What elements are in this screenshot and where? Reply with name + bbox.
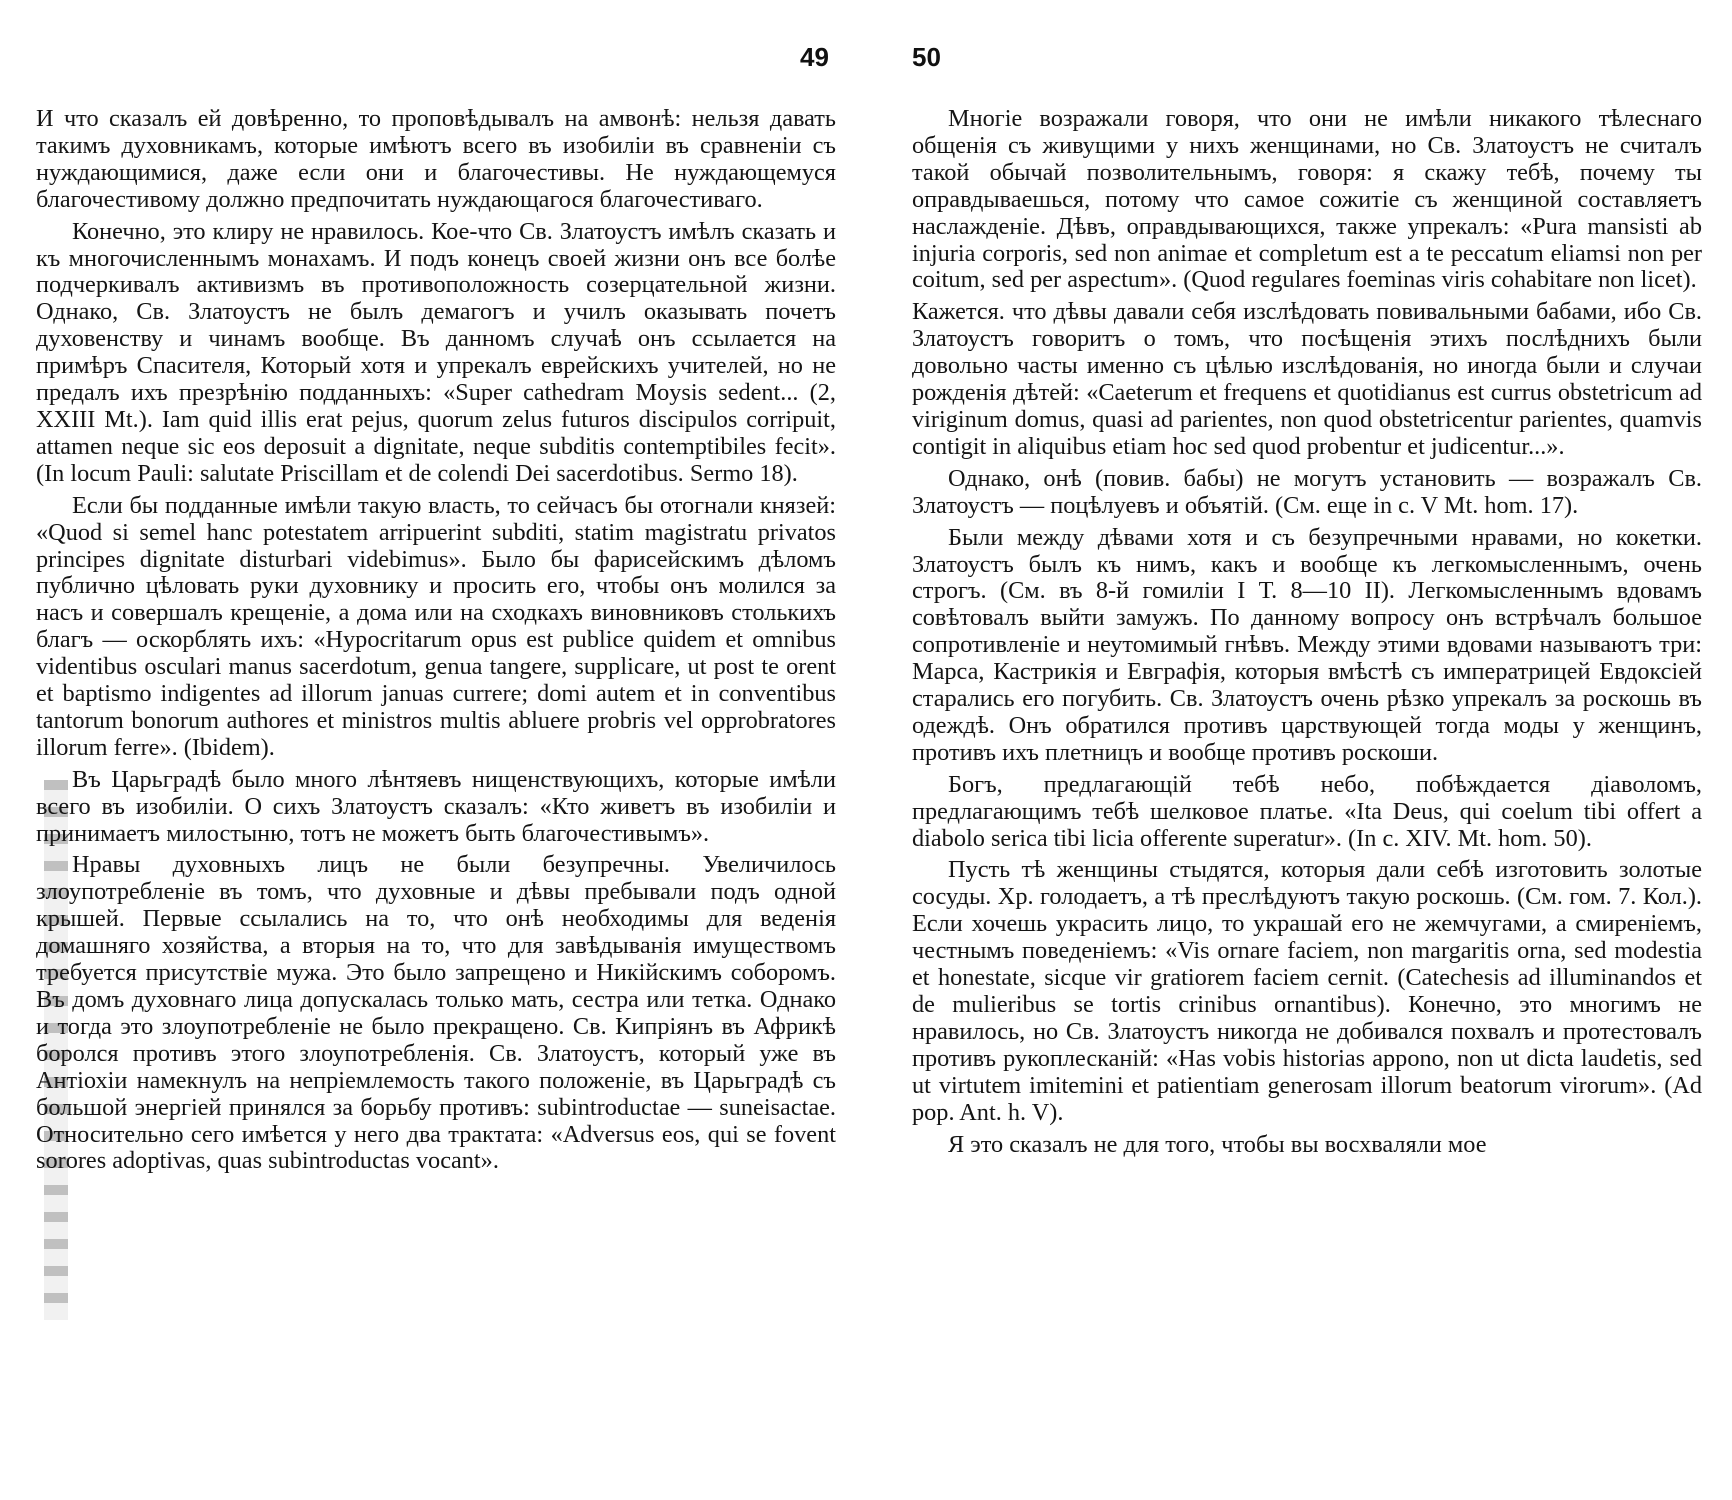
paragraph: Кажется. что дѣвы давали себя изслѣдовать повивальными бабами, ибо Св. Златоустъ говоритъ о томъ, что посѣщенiя этихъ послѣднихъ были довольно часты именно съ цѣлью изслѣдованiя, но иногда были и случаи рожденiя дѣтей: «Caeterum et frequens et quotidianus est currus obstetricum ad viriginum domus, quasi ad parientes, non quod obstetricentur parientes, quamvis contigit in aliquibus etiam hoc sed quod probentur et judicentur...». bbox=[912, 298, 1702, 460]
page-number-left: 49 bbox=[800, 42, 829, 72]
paragraph: Пусть тѣ женщины стыдятся, которыя дали себѣ изготовить золотые сосуды. Хр. голодаетъ, а тѣ преслѣдуютъ такую роскошь. (См. гом. 7. Кол.). Если хочешь украсить лицо, то украшай его не жемчугами, а смиренiемъ, честнымъ поведенiемъ: «Vis ornare faciem, non margaritis orna, sed modestia et honestate, sicque vir gratiorem faciem cernit. (Catechesis ad illuminandos et de mulieribus se tortis crinibus ornantibus). Конечно, это многимъ не нравилось, но Св. Златоустъ никогда не добивался похвалъ и протестовалъ противъ рукоплесканiй: «Has vobis historias appono, non ut dicta laudetis, sed ut virtutem imitemini et patientiam generosam illorum beatorum virorum». (Ad pop. Ant. h. V). bbox=[912, 856, 1702, 1126]
paragraph: Въ Царьградѣ было много лѣнтяевъ нищенствующихъ, которые имѣли всего въ изобилiи. О сихъ Златоустъ сказалъ: «Кто живетъ въ изобилiи и принимаетъ милостыню, тотъ не можетъ быть благочестивымъ». bbox=[36, 765, 836, 847]
right-page-column bbox=[912, 106, 1702, 1163]
paragraph: Если бы подданные имѣли такую власть, то сейчасъ бы отогнали князей: «Quod si semel hanc potestatem arripuerint subditi, statim magistratu privatos principes dignitate disturbari videbimus». Было бы фарисейскимъ дѣломъ публично цѣловать руки духовнику и просить его, чтобы онъ молился за насъ и совершалъ крещенiе, а дома или на сходкахъ виновниковъ столькихъ благъ — оскорблять ихъ: «Hypocritarum opus est publice quidem et omnibus videntibus osculari manus sacerdotum, genua tangere, supplicare, ut post te orent et baptismo indigentes ad illorum januas currere; domi autem et in conventibus tantorum bonorum authores et ministros multis abluere probris vel opprobratores illorum ferre». (Ibidem). bbox=[36, 491, 836, 761]
paragraph: Многiе возражали говоря, что они не имѣли никакого тѣлеснаго общенiя съ живущими у нихъ женщинами, но Св. Златоустъ не считалъ такой обычай позволительнымъ, говоря: я скажу тебѣ, почему ты оправдываешься, потому что самое сожитiе съ женщиной составляетъ наслажденiе. Дѣвъ, оправдывающихся, также упрекалъ: «Pura mansisti ab injuria corporis, sed non animae et completum est a te peccatum eliamsi non per coitum, sed per aspectum». (Quod regulares foeminas viris cohabitare non licet). bbox=[912, 105, 1702, 294]
left-page-column bbox=[36, 106, 836, 1180]
paragraph: Нравы духовныхъ лицъ не были безупречны. Увеличилось злоупотребленiе въ томъ, что духовные и дѣвы пребывали подъ одной крышей. Первые ссылались на то, что онѣ необходимы для веденiя домашняго хозяйства, а вторыя на то, что для завѣдыванiя имуществомъ требуется присутствiе мужа. Это было запрещено и Никiйскимъ соборомъ. Въ домъ духовнаго лица допускалась только мать, сестра или тетка. Однако и тогда это злоупотребленiе не было прекращено. Св. Кипрiянъ въ Африкѣ боролся противъ этого злоупотребленiя. Св. Златоустъ, который уже въ Антiохiи намекнулъ на непрiемлемость такого положенiе, въ Царьградѣ съ большой энергiей принялся за борьбу противъ: subintroductae — suneisactae. Относительно сего имѣется у него два трактата: «Adversus eos, qui se fovent sorores adoptivas, quas subintroductas vocant». bbox=[36, 851, 836, 1175]
paragraph: И что сказалъ ей довѣренно, то проповѣдывалъ на амвонѣ: нельзя давать такимъ духовникамъ, которые имѣютъ всего въ изобилiи въ сравненiи съ нуждающимися, даже если они и благочестивы. Не нуждающемуся благочестивому должно предпочитать нуждающагося благочестиваго. bbox=[36, 105, 836, 213]
paragraph: Я это сказалъ не для того, чтобы вы восхваляли мое bbox=[948, 1130, 1487, 1158]
paragraph: Однако, онѣ (повив. бабы) не могутъ установить — возражалъ Св. Златоустъ — поцѣлуевъ и объятiй. (См. еще in c. V Mt. hom. 17). bbox=[912, 464, 1702, 519]
page-number-right: 50 bbox=[912, 42, 941, 72]
paragraph: Богъ, предлагающiй тебѣ небо, побѣждается дiаволомъ, предлагающимъ тебѣ шелковое платье. «Ita Deus, qui coelum tibi offert a diabolo serica tibi licia offerente superatur». (In c. XIV. Mt. hom. 50). bbox=[912, 770, 1702, 852]
paragraph: Были между дѣвами хотя и съ безупречными нравами, но кокетки. Златоустъ былъ къ нимъ, какъ и вообще къ легкомысленнымъ, очень строгъ. (См. въ 8-й гомилiи I Т. 8—10 II). Легкомысленнымъ вдовамъ совѣтовалъ выйти замужъ. По данному вопросу онъ встрѣчалъ большое сопротивленiе и неутомимый гнѣвъ. Между этими вдовами называютъ три: Марса, Кастрикiя и Евграфiя, которыя вмѣстѣ съ императрицей Евдоксiей старались его погубить. Св. Златоустъ очень рѣзко упрекалъ за роскошь въ одеждѣ. Онъ обратился противъ царствующей тогда моды у женщинъ, противъ ихъ плетницъ и вообще противъ роскоши. bbox=[912, 523, 1702, 766]
paragraph: Конечно, это клиру не нравилось. Кое-что Св. Златоустъ имѣлъ сказать и къ многочисленнымъ монахамъ. И подъ конецъ своей жизни онъ все болѣе подчеркивалъ активизмъ въ противоположность созерцательной жизни. Однако, Св. Златоустъ не былъ демагогъ и училъ оказывать почетъ духовенству и чинамъ вообще. Въ данномъ случаѣ онъ ссылается на примѣръ Спасителя, Который хотя и упрекалъ еврейскихъ учителей, но не предалъ ихъ презрѣнiю подданныхъ: «Super cathedram Moysis sedent... (2, XXIII Mt.). Iam quid illis erat pejus, quorum zelus futuros discipulos corripuit, attamen neque sic eos deposuit a dignitate, neque subditis contemptibiles fecit». (In locum Pauli: salutate Priscillam et de colendi Dei sacerdotibus. Sermo 18). bbox=[36, 217, 836, 487]
